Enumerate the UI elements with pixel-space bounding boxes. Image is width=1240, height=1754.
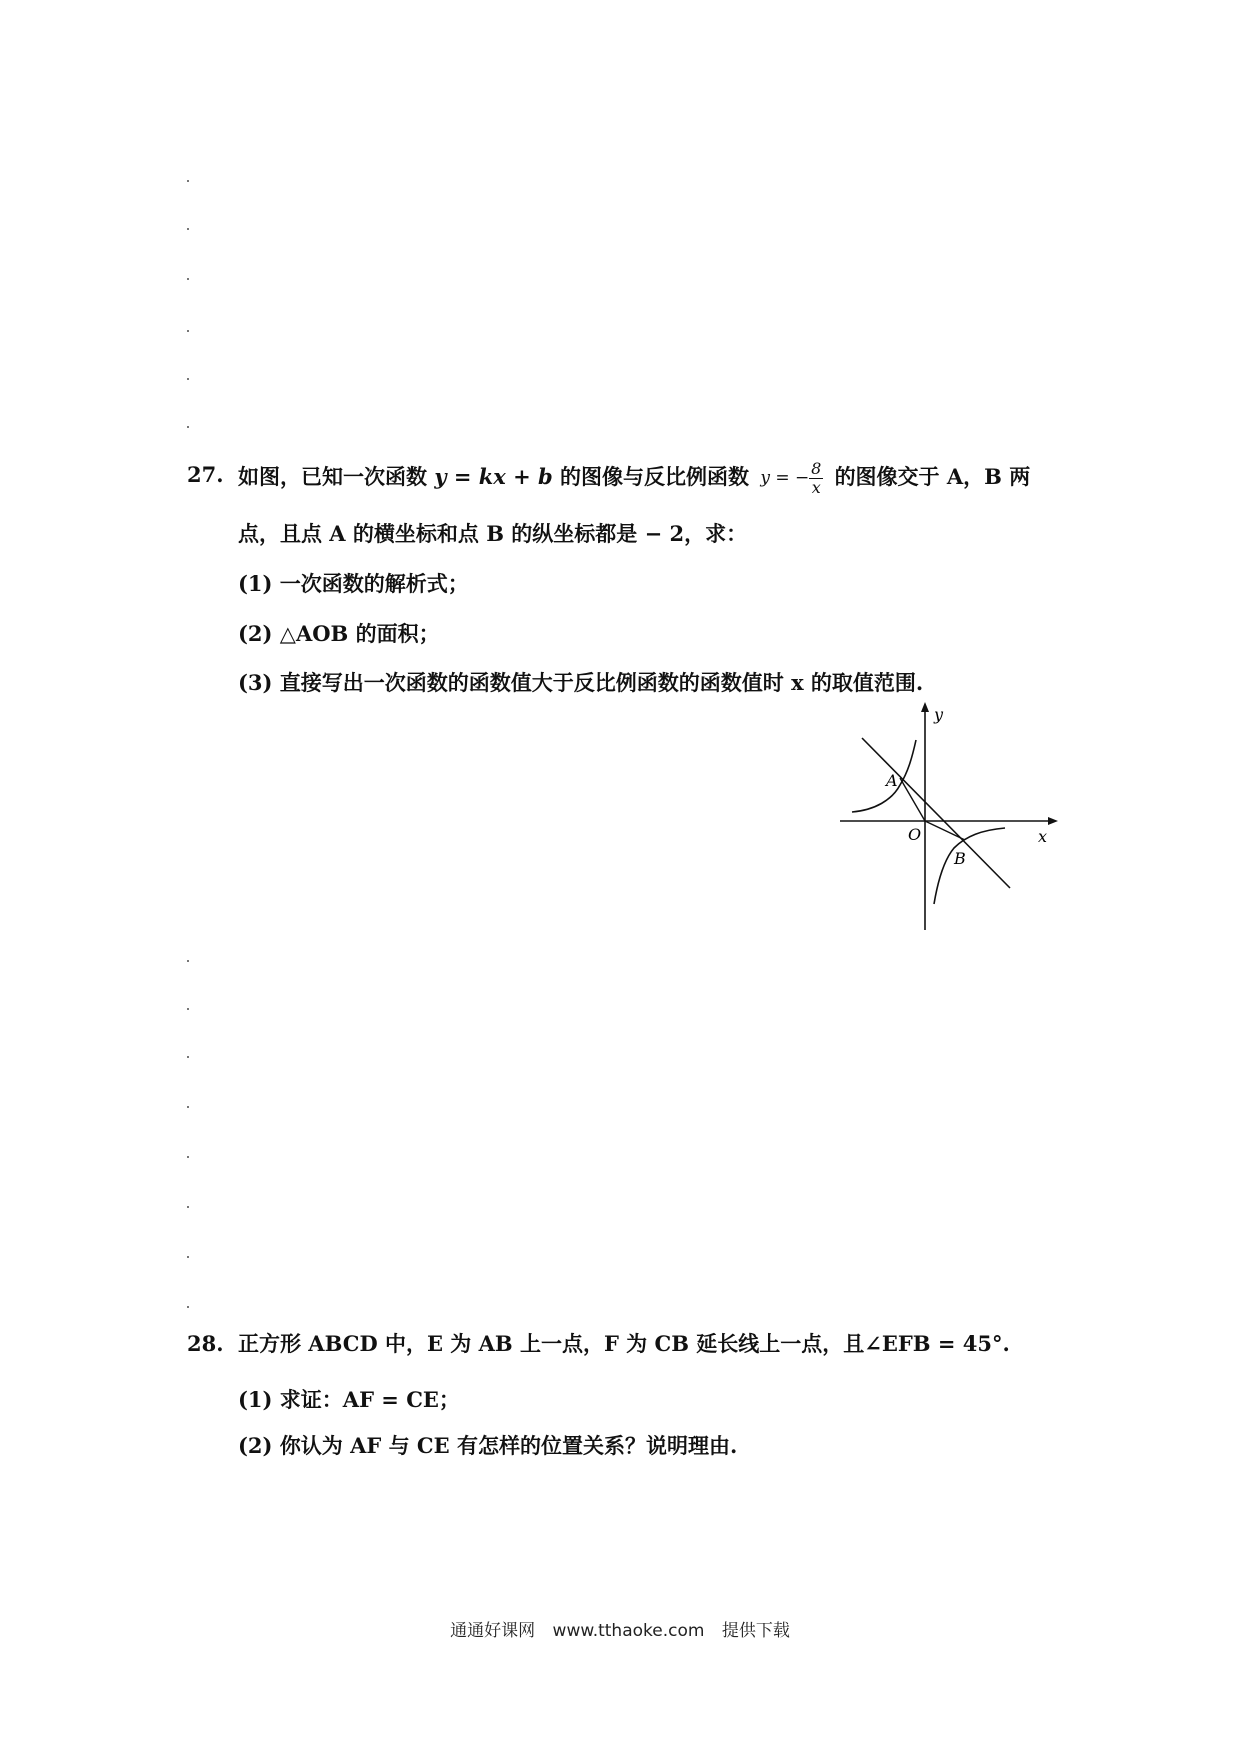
margin-dot — [187, 1256, 189, 1258]
question-28-line-1: 正方形 ABCD 中，E 为 AB 上一点，F 为 CB 延长线上一点，且∠EFB = 45°. — [238, 1331, 1010, 1356]
question-27-line-2: 点，且点 A 的横坐标和点 B 的纵坐标都是 − 2，求： — [238, 521, 748, 546]
question-27-part-1: (1) 一次函数的解析式； — [238, 571, 469, 596]
q27-coordinate-figure — [830, 700, 1060, 930]
question-27-part-2: (2) △AOB 的面积； — [238, 621, 440, 646]
q27-frac-prefix: y = − — [760, 468, 810, 488]
q27-line1-post: 的图像交于 A，B 两 — [834, 464, 1031, 489]
label-y: y — [934, 705, 944, 724]
q27-line1-mid: 的图像与反比例函数 — [560, 464, 750, 489]
margin-dot — [187, 1056, 189, 1058]
question-27-number: 27. — [187, 462, 224, 487]
question-27-line-1 — [238, 460, 1030, 497]
margin-dot — [187, 426, 189, 428]
margin-dot — [187, 1106, 189, 1108]
linear-function-line — [862, 738, 1010, 888]
question-28-part-2: (2) 你认为 AF 与 CE 有怎样的位置关系？说明理由. — [238, 1433, 738, 1458]
segment-oa — [900, 778, 925, 821]
q27-linear-equation: y = kx + b — [434, 464, 553, 489]
margin-dot — [187, 1156, 189, 1158]
q27-frac-numerator: 8 — [811, 459, 822, 478]
q27-inverse-function — [760, 460, 823, 497]
margin-dot — [187, 330, 189, 332]
label-b: B — [954, 849, 966, 868]
q27-frac-denominator: x — [811, 478, 821, 497]
margin-dot — [187, 1008, 189, 1010]
label-a: A — [886, 771, 898, 790]
margin-dot — [187, 1306, 189, 1308]
page-footer — [0, 1616, 1240, 1641]
footer-suffix: 提供下载 — [721, 1621, 790, 1641]
question-28-number: 28. — [187, 1331, 224, 1356]
hyperbola-branch-lower-right — [934, 828, 1005, 904]
margin-dot — [187, 378, 189, 380]
margin-dot — [187, 180, 189, 182]
question-28-part-1: (1) 求证：AF = CE； — [238, 1387, 460, 1412]
segment-ob — [925, 821, 965, 840]
margin-dot — [187, 278, 189, 280]
margin-dot — [187, 960, 189, 962]
q27-line1-pre: 如图，已知一次函数 — [238, 464, 427, 489]
label-x: x — [1038, 827, 1048, 846]
margin-dot — [187, 228, 189, 230]
y-axis-arrow — [921, 702, 929, 712]
q27-fraction — [809, 460, 823, 497]
footer-url: www.tthaoke.com — [552, 1621, 705, 1641]
margin-dot — [187, 1206, 189, 1208]
footer-site-name: 通通好课网 — [450, 1621, 536, 1641]
label-o: O — [908, 825, 922, 844]
question-27-part-3: (3) 直接写出一次函数的函数值大于反比例函数的函数值时 x 的取值范围. — [238, 670, 924, 695]
x-axis-arrow — [1048, 817, 1058, 825]
hyperbola-branch-upper-left — [852, 740, 916, 812]
